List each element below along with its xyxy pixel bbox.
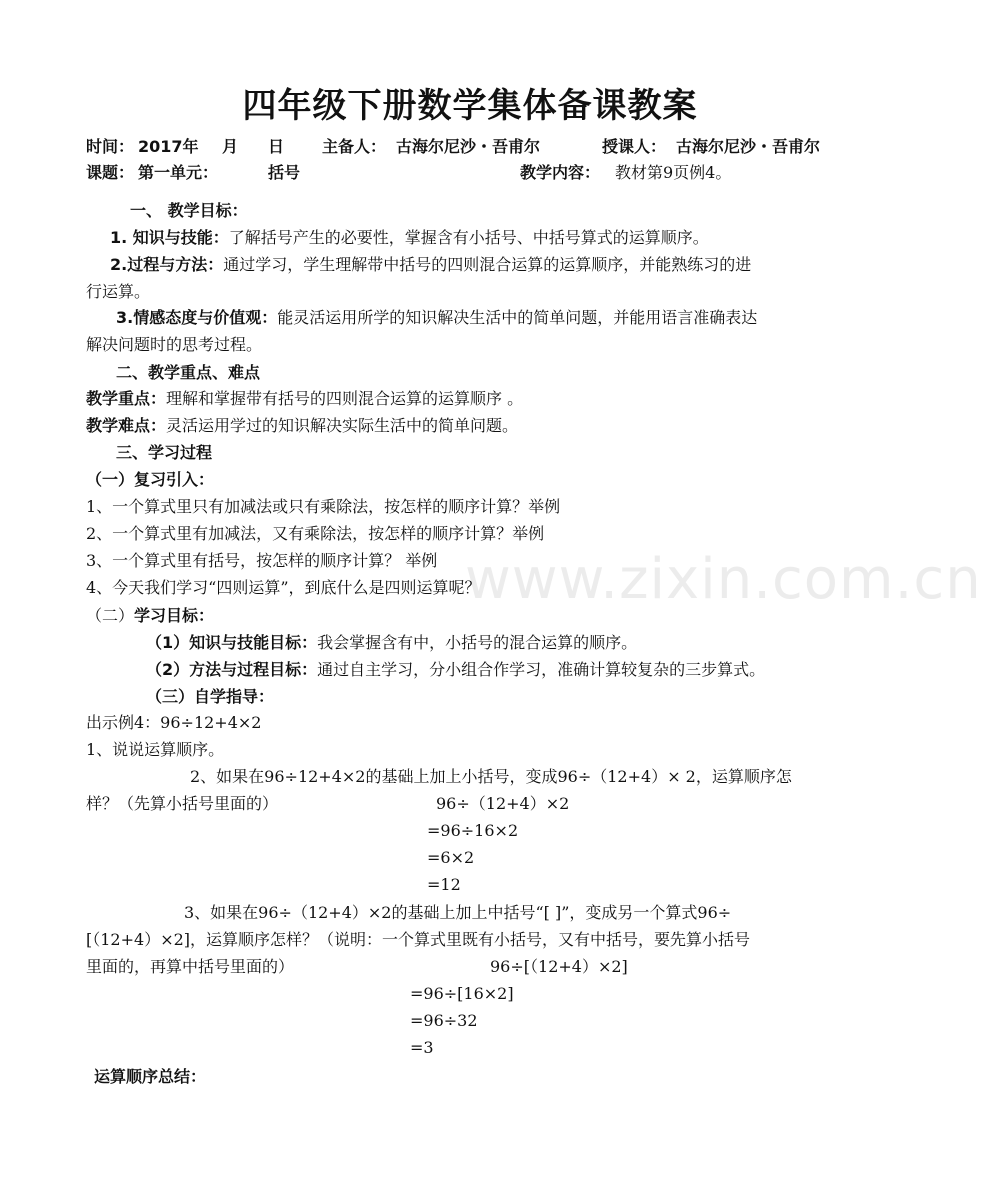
preparer-label: 主备人： xyxy=(322,137,387,156)
step-3-line-c: 里面的，再算中括号里面的） xyxy=(86,957,295,976)
watermark: www.zixin.com.cn xyxy=(465,547,982,612)
step-3-line-a: 3、如果在96÷（12+4）×2的基础上加上中括号“[ ]”，变成另一个算式96÷ xyxy=(184,903,732,922)
review-item: 4、今天我们学习“四则运算”，到底什么是四则运算呢？ xyxy=(86,578,481,597)
example-4: 出示例4：96÷12+4×2 xyxy=(86,713,262,732)
topic-value: 括号 xyxy=(268,163,301,182)
learning-goal-1-text: 我会掌握含有中，小括号的混合运算的顺序。 xyxy=(317,633,638,652)
learning-goal-2-label: （2）方法与过程目标： xyxy=(146,660,318,679)
learning-goals-heading xyxy=(86,605,214,627)
review-item: 2、一个算式里有加减法，又有乘除法，按怎样的顺序计算？举例 xyxy=(86,524,545,543)
day-label: 日 xyxy=(268,137,285,156)
goal-process xyxy=(86,251,846,305)
key-point xyxy=(86,385,523,412)
step-1: 1、说说运算顺序。 xyxy=(86,740,225,759)
difficult-point xyxy=(86,412,518,439)
goal-knowledge-label: 1. 知识与技能： xyxy=(110,228,229,247)
step-3-line-b: [（12+4）×2]，运算顺序怎样？（说明：一个算式里既有小括号，又有中括号，要先算小括号 xyxy=(86,930,751,949)
calc-3-line: 96÷[（12+4）×2] xyxy=(490,957,628,976)
year-value: 2017年 xyxy=(138,137,199,156)
calc-3-line: =96÷32 xyxy=(410,1011,478,1030)
difficult-point-label: 教学难点： xyxy=(86,416,167,435)
key-point-text: 理解和掌握带有括号的四则混合运算的运算顺序 。 xyxy=(166,389,524,408)
section-2-heading: 二、教学重点、难点 xyxy=(116,363,261,382)
teacher-name: 古海尔尼沙・吾甫尔 xyxy=(676,137,821,156)
teacher-label: 授课人： xyxy=(602,137,667,156)
learning-goals-title: 学习目标： xyxy=(134,606,215,625)
topic-label: 课题： xyxy=(86,163,135,182)
learning-goal-1 xyxy=(146,632,637,654)
review-item: 3、一个算式里有括号，按怎样的顺序计算？ 举例 xyxy=(86,551,438,570)
document-title: 四年级下册数学集体备课教案 xyxy=(242,86,698,126)
unit-value: 第一单元： xyxy=(138,163,219,182)
learning-goal-2 xyxy=(146,659,765,681)
goal-attitude xyxy=(86,304,846,358)
learning-goals-prefix: （二） xyxy=(86,606,135,625)
goal-process-text-a: 通过学习，学生理解带中括号的四则混合运算的运算顺序，并能熟练习的进 xyxy=(223,255,752,274)
goal-attitude-text-a: 能灵活运用所学的知识解决生活中的简单问题，并能用语言准确表达 xyxy=(277,308,758,327)
step-2-line-a: 2、如果在96÷12+4×2的基础上加上小括号，变成96÷（12+4）× 2，运算顺序怎 xyxy=(190,767,792,786)
self-study-heading: （三）自学指导： xyxy=(146,687,275,706)
goal-attitude-label: 3.情感态度与价值观： xyxy=(116,308,278,327)
review-item: 1、一个算式里只有加减法或只有乘除法，按怎样的顺序计算？举例 xyxy=(86,497,561,516)
section-3-heading: 三、学习过程 xyxy=(116,443,213,462)
summary-heading: 运算顺序总结： xyxy=(94,1067,207,1086)
calc-3-line: =96÷[16×2] xyxy=(410,984,514,1003)
goal-knowledge-text: 了解括号产生的必要性，掌握含有小括号、中括号算式的运算顺序。 xyxy=(228,228,709,247)
content-value: 教材第9页例4。 xyxy=(615,163,732,182)
difficult-point-text: 灵活运用学过的知识解决实际生活中的简单问题。 xyxy=(166,416,519,435)
learning-goal-2-text: 通过自主学习，分小组合作学习，准确计算较复杂的三步算式。 xyxy=(317,660,766,679)
goal-attitude-text-b: 解决问题时的思考过程。 xyxy=(86,335,263,354)
section-1-heading: 一、 教学目标： xyxy=(130,201,248,220)
preparer-name: 古海尔尼沙・吾甫尔 xyxy=(396,137,541,156)
goal-knowledge xyxy=(86,224,846,251)
month-label: 月 xyxy=(222,137,239,156)
key-point-label: 教学重点： xyxy=(86,389,167,408)
goal-process-label: 2.过程与方法： xyxy=(110,255,224,274)
calc-2-line: =96÷16×2 xyxy=(427,821,519,840)
calc-2-line: =6×2 xyxy=(427,848,475,867)
goal-process-text-b: 行运算。 xyxy=(86,282,151,301)
calc-2-line: 96÷（12+4）×2 xyxy=(436,794,570,813)
calc-2-line: =12 xyxy=(427,875,461,894)
content-label: 教学内容： xyxy=(520,163,601,182)
calc-3-line: =3 xyxy=(410,1038,434,1057)
time-label: 时间： xyxy=(86,137,135,156)
review-heading: （一）复习引入： xyxy=(86,470,215,489)
learning-goal-1-label: （1）知识与技能目标： xyxy=(146,633,318,652)
step-2-line-b: 样？（先算小括号里面的） xyxy=(86,794,279,813)
